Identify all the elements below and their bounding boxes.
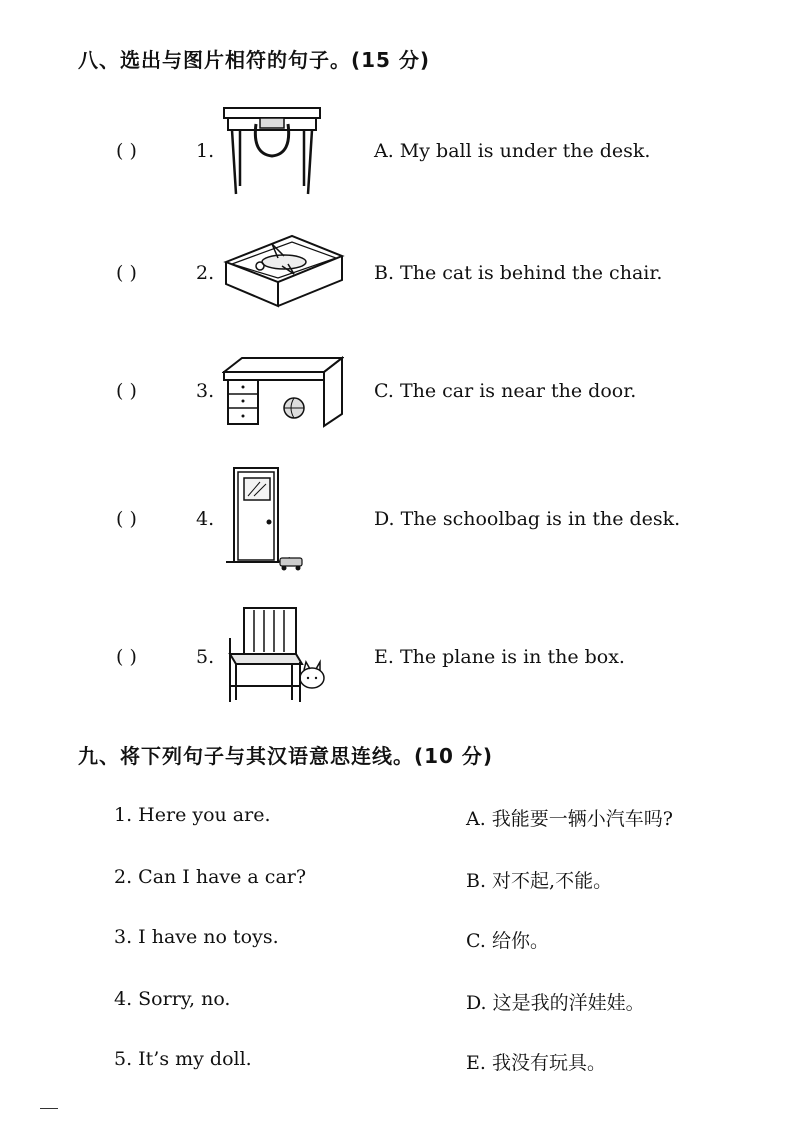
meaning-b[interactable]: B. 对不起,不能。 [466, 870, 613, 892]
answer-blank-1[interactable]: ( ) [116, 140, 137, 162]
sentence-2[interactable]: 2. Can I have a car? [114, 866, 307, 888]
option-a: A. My ball is under the desk. [374, 140, 651, 162]
question-number-3: 3. [196, 380, 215, 402]
section-9-title: 九、将下列句子与其汉语意思连线。(10 分) [78, 744, 494, 768]
page-corner-mark [40, 1108, 58, 1109]
option-b: B. The cat is behind the chair. [374, 262, 663, 284]
answer-blank-5[interactable]: ( ) [116, 646, 137, 668]
car-near-door-icon [226, 466, 312, 576]
ball-under-desk-icon [222, 356, 344, 428]
cat-behind-chair-icon [226, 606, 330, 706]
sentence-5[interactable]: 5. It’s my doll. [114, 1048, 252, 1070]
question-number-1: 1. [196, 140, 215, 162]
option-e: E. The plane is in the box. [374, 646, 625, 668]
meaning-c[interactable]: C. 给你。 [466, 930, 549, 952]
question-number-2: 2. [196, 262, 215, 284]
section-8-title: 八、选出与图片相符的句子。(15 分) [78, 48, 431, 72]
question-number-5: 5. [196, 646, 215, 668]
option-d: D. The schoolbag is in the desk. [374, 508, 681, 530]
sentence-1[interactable]: 1. Here you are. [114, 804, 271, 826]
meaning-a[interactable]: A. 我能要一辆小汽车吗? [466, 808, 673, 830]
answer-blank-3[interactable]: ( ) [116, 380, 137, 402]
question-number-4: 4. [196, 508, 215, 530]
answer-blank-4[interactable]: ( ) [116, 508, 137, 530]
sentence-4[interactable]: 4. Sorry, no. [114, 988, 231, 1010]
meaning-d[interactable]: D. 这是我的洋娃娃。 [466, 992, 645, 1014]
answer-blank-2[interactable]: ( ) [116, 262, 137, 284]
desk-with-schoolbag-icon [222, 106, 322, 198]
meaning-e[interactable]: E. 我没有玩具。 [466, 1052, 606, 1074]
sentence-3[interactable]: 3. I have no toys. [114, 926, 279, 948]
option-c: C. The car is near the door. [374, 380, 637, 402]
plane-in-box-icon [222, 232, 346, 310]
